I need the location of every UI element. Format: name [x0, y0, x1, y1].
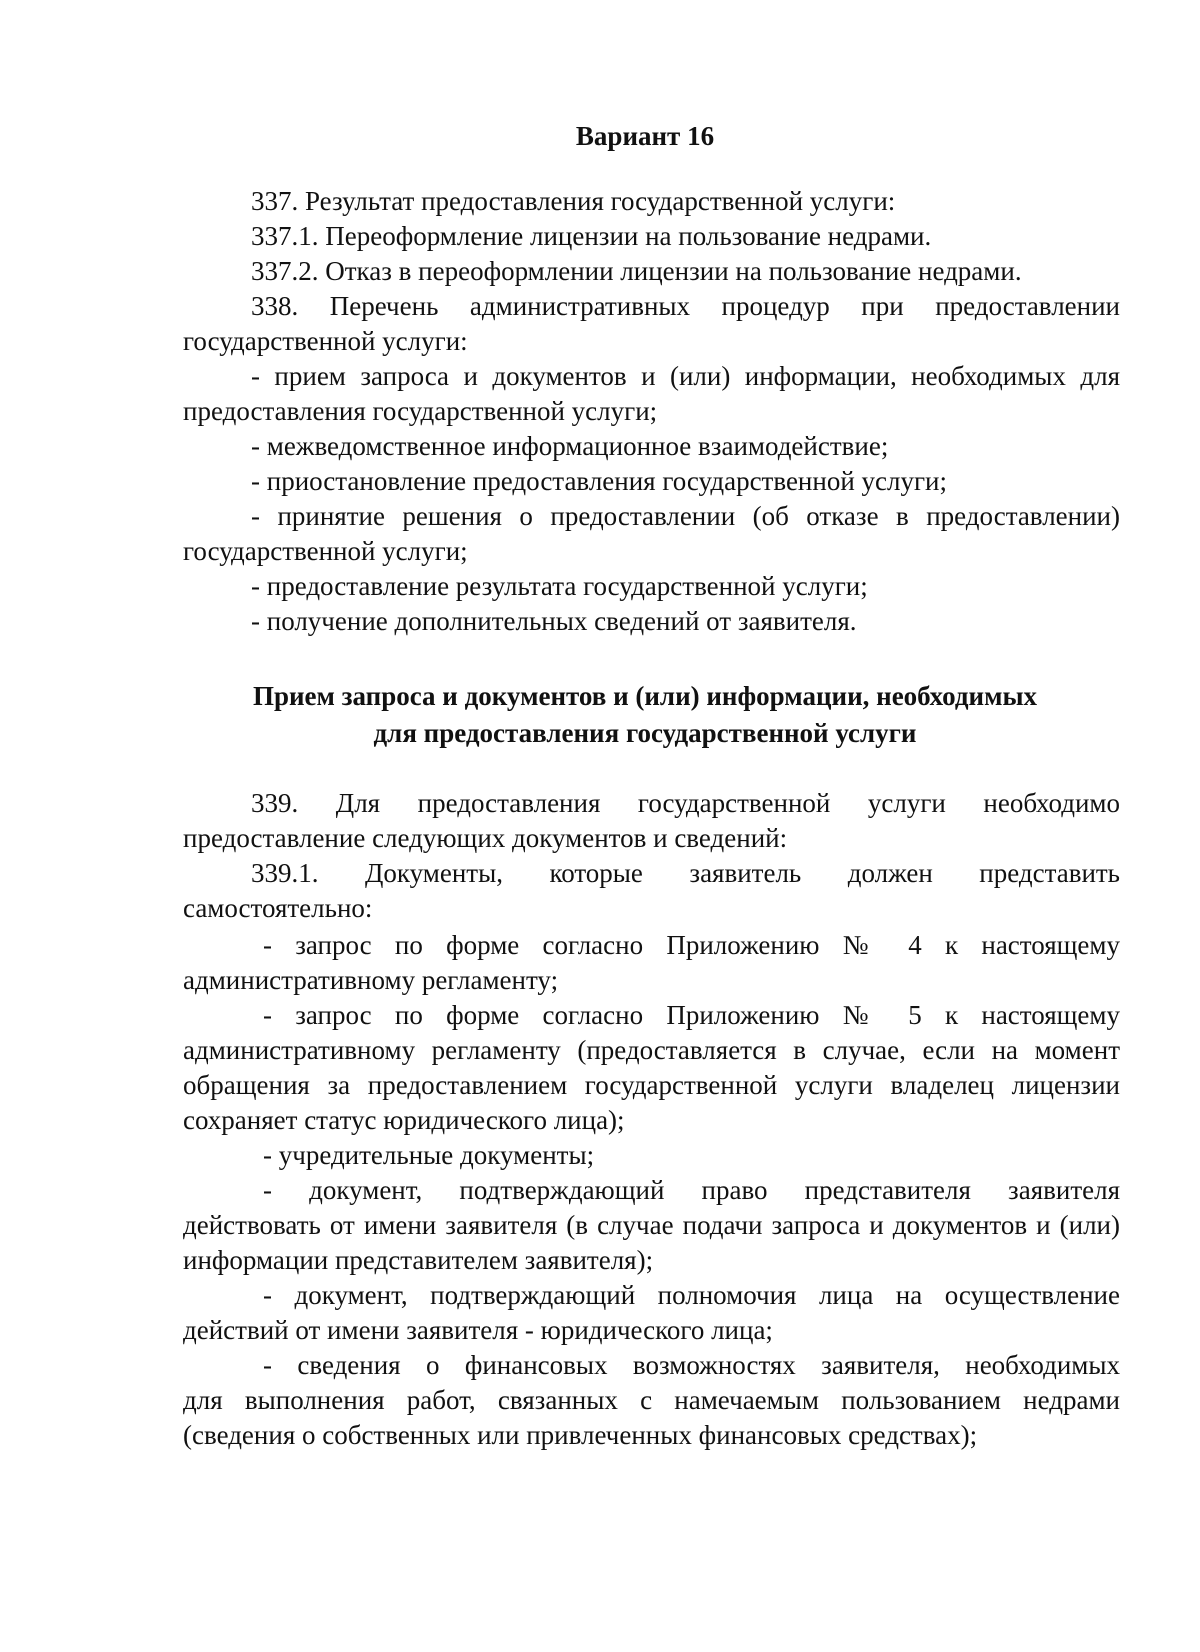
- text-line: 339.1. Документы, которые заявитель должен представить: [251, 858, 1120, 888]
- text-line: 337. Результат предоставления государственной услуги:: [251, 186, 896, 216]
- text-line: - межведомственное информационное взаимодействие;: [251, 431, 889, 461]
- text-line: 337.2. Отказ в переоформлении лицензии на пользование недрами.: [251, 256, 1022, 286]
- section-heading-line-2: для предоставления государственной услуги: [373, 718, 917, 748]
- text-line: государственной услуги:: [183, 326, 468, 356]
- text-line: действий от имени заявителя - юридического лица;: [183, 1315, 773, 1345]
- text-line: 339. Для предоставления государственной услуги необходимо: [251, 788, 1120, 818]
- text-line: 337.1. Переоформление лицензии на пользование недрами.: [251, 221, 932, 251]
- text-line: 338. Перечень административных процедур при предоставлении: [251, 291, 1120, 321]
- document-title: Вариант 16: [575, 121, 715, 151]
- text-line: - запрос по форме согласно Приложению № 4 к настоящему: [263, 930, 1120, 960]
- text-line: - принятие решения о предоставлении (об отказе в предоставлении): [251, 501, 1120, 531]
- text-line: - запрос по форме согласно Приложению № 5 к настоящему: [263, 1000, 1120, 1030]
- text-line: предоставление следующих документов и сведений:: [183, 823, 788, 853]
- text-line: - получение дополнительных сведений от заявителя.: [251, 606, 857, 636]
- text-line: - документ, подтверждающий полномочия лица на осуществление: [263, 1280, 1120, 1310]
- text-line: действовать от имени заявителя (в случае подачи запроса и документов и (или): [183, 1210, 1120, 1240]
- text-line: административному регламенту;: [183, 965, 559, 995]
- section-heading-line-1: Прием запроса и документов и (или) информации, необходимых: [252, 681, 1038, 711]
- text-line: сохраняет статус юридического лица);: [183, 1105, 625, 1135]
- text-line: - сведения о финансовых возможностях заявителя, необходимых: [263, 1350, 1120, 1380]
- text-line: - предоставление результата государственной услуги;: [251, 571, 868, 601]
- text-line: (сведения о собственных или привлеченных финансовых средствах);: [183, 1420, 978, 1450]
- text-line: для выполнения работ, связанных с намечаемым пользованием недрами: [183, 1385, 1120, 1415]
- text-line: информации представителем заявителя);: [183, 1245, 654, 1275]
- text-line: - приостановление предоставления государственной услуги;: [251, 466, 948, 496]
- text-line: - прием запроса и документов и (или) информации, необходимых для: [251, 361, 1120, 391]
- text-line: обращения за предоставлением государственной услуги владелец лицензии: [183, 1070, 1120, 1100]
- text-line: - учредительные документы;: [263, 1140, 595, 1170]
- text-line: самостоятельно:: [183, 893, 373, 923]
- text-line: государственной услуги;: [183, 536, 468, 566]
- text-line: предоставления государственной услуги;: [183, 396, 658, 426]
- text-line: административному регламенту (предоставляется в случае, если на момент: [183, 1035, 1120, 1065]
- text-line: - документ, подтверждающий право представителя заявителя: [263, 1175, 1120, 1205]
